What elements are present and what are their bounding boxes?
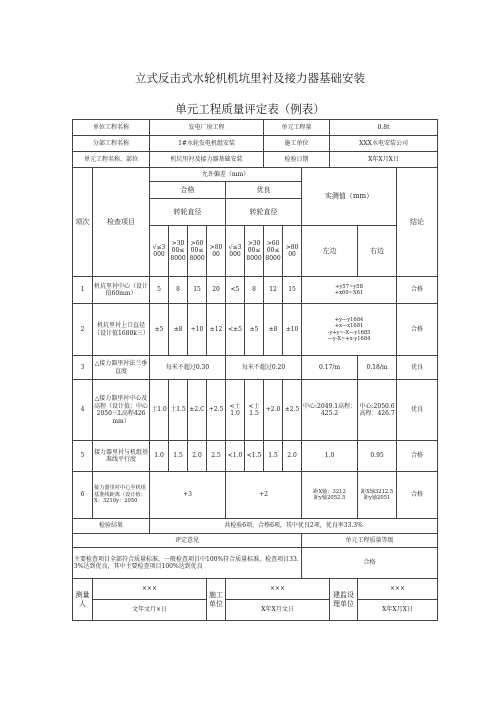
col-right: 右边 <box>358 226 397 277</box>
builder-label: 施工单位 <box>207 579 226 621</box>
col-d3-q: >6000≤8000 <box>188 226 207 277</box>
quality-assessment-table <box>72 119 438 621</box>
col-diameter-q: 转轮直径 <box>150 199 226 226</box>
signature-row <box>73 579 438 600</box>
col-measured: 实测值（mm） <box>302 168 397 226</box>
unit-project-label: 单位工程名称 <box>73 120 150 136</box>
table-row: 2 机坑里衬上口直径（设计值1680k三） ±5 ±8 +10 ±12 <±5 ±5 ±8 ±10 +y—y1684 +x—x1681 -y+y~-X—y1685 —y-X~+x-y1684 合格 <box>73 304 438 356</box>
opinion-header-row <box>73 534 438 548</box>
opinion-row <box>73 548 438 579</box>
supervisor-name: ××× <box>358 579 438 600</box>
supervisor-label: 建监设理单位 <box>330 579 358 621</box>
opinion-text: 主要检查项目全部符合质量标准，一般检查项目中100%符合质量标准，检查项目33.3%达到优良，其中主要检查项目100%达到优良 <box>73 548 302 579</box>
check-date-label: 检验日期 <box>264 152 330 168</box>
col-conclusion: 结论 <box>397 168 438 277</box>
result-text: 共检验6项，合格6项，其中优良2项，优良率33.3% <box>150 519 438 534</box>
sub-project-value: 1#水轮发电机组安装 <box>150 136 264 152</box>
col-qualified: 合格 <box>150 182 226 199</box>
col-d3-e: >6000≤8000 <box>264 226 283 277</box>
unit-qty-label: 单元工程量 <box>264 120 330 136</box>
col-d4-q: >8000 <box>207 226 226 277</box>
result-row <box>73 519 438 534</box>
result-label: 检验结果 <box>73 519 150 534</box>
opinion-label: 评定意见 <box>73 534 302 548</box>
unit-name-label: 单元工程名称、部位 <box>73 152 150 168</box>
col-excellent: 优良 <box>226 182 302 199</box>
table-row: 5 接力器里衬与机组基准线平行度 1.0 1.5 2.0 2.5 <1.0 <1.5 1.5 2.0 1.0 0.95 合格 <box>73 441 438 472</box>
table-row: 6 接力器里衬中心至机组基准线距离（设计值：X：3210y：2050 +3 +2 距X轴：3212 距y轴2052.5 距X轴3212.5 距y轴2051 合格 <box>73 472 438 519</box>
measurer-name: ××× <box>93 579 207 600</box>
header-row-unit <box>73 120 438 136</box>
header-row-sub <box>73 136 438 152</box>
builder-date: X年X月文日 <box>226 600 330 621</box>
col-left: 左边 <box>302 226 358 277</box>
col-diameter-e: 转轮直径 <box>226 199 302 226</box>
col-d1-q: √≤3000 <box>150 226 169 277</box>
unit-name-value: 机坑里衬及接力器基础安装 <box>150 152 264 168</box>
unit-project-value: 发电厂房工程 <box>150 120 264 136</box>
check-date-value: X年X月X日 <box>330 152 438 168</box>
col-d2-q: >3000≤8000 <box>169 226 188 277</box>
grade-label: 单元工程质量等级 <box>302 534 438 548</box>
col-item: 检查项目 <box>93 168 150 277</box>
measurer-date: 文年文月×日 <box>93 600 207 621</box>
header-row-name <box>73 152 438 168</box>
col-d4-e: >8000 <box>283 226 302 277</box>
measurer-label: 测量人 <box>73 579 93 621</box>
col-d2-e: >3000≤8000 <box>245 226 264 277</box>
table-row: 4 △接力器里衬中心及高程（设计值：中心2050三L高程426mm） 士1.0 士1.5 ±2.C +2.5 <士1.0 <士1.5 +2.0 ±2.5 中心:2049.1高程：425.2 中心:2050.6高程：426.7 优良 <box>73 380 438 441</box>
supervisor-date: X年X月X日 <box>358 600 438 621</box>
contractor-label: 施工单位 <box>264 136 330 152</box>
unit-qty-value: 0.8t <box>330 120 438 136</box>
contractor-value: XXX水电安装公司 <box>330 136 438 152</box>
grade-value: 合格 <box>302 548 438 579</box>
table-row: 1 机坑里衬中心（设计值60mm） 5 8 15 20 <5 8 12 15 +y57~y58 +x60~X61 合格 <box>73 277 438 304</box>
document-subtitle: 单元工程质量评定表（例表） <box>175 102 325 116</box>
col-index: 项次 <box>73 168 93 277</box>
col-tolerance: 允许偏差（mm） <box>150 168 302 182</box>
builder-name: ××× <box>226 579 330 600</box>
sub-project-label: 分部工程名称 <box>73 136 150 152</box>
col-d1-e: √≤3000 <box>226 226 245 277</box>
table-row: 3 △接力器里衬法兰垂直度 每米不超过0.30 每米不超过0.20 0.17/m 0.18/m 优良 <box>73 356 438 380</box>
document-title: 立式反击式水轮机机坑里衬及接力器基础安装 <box>135 71 365 85</box>
